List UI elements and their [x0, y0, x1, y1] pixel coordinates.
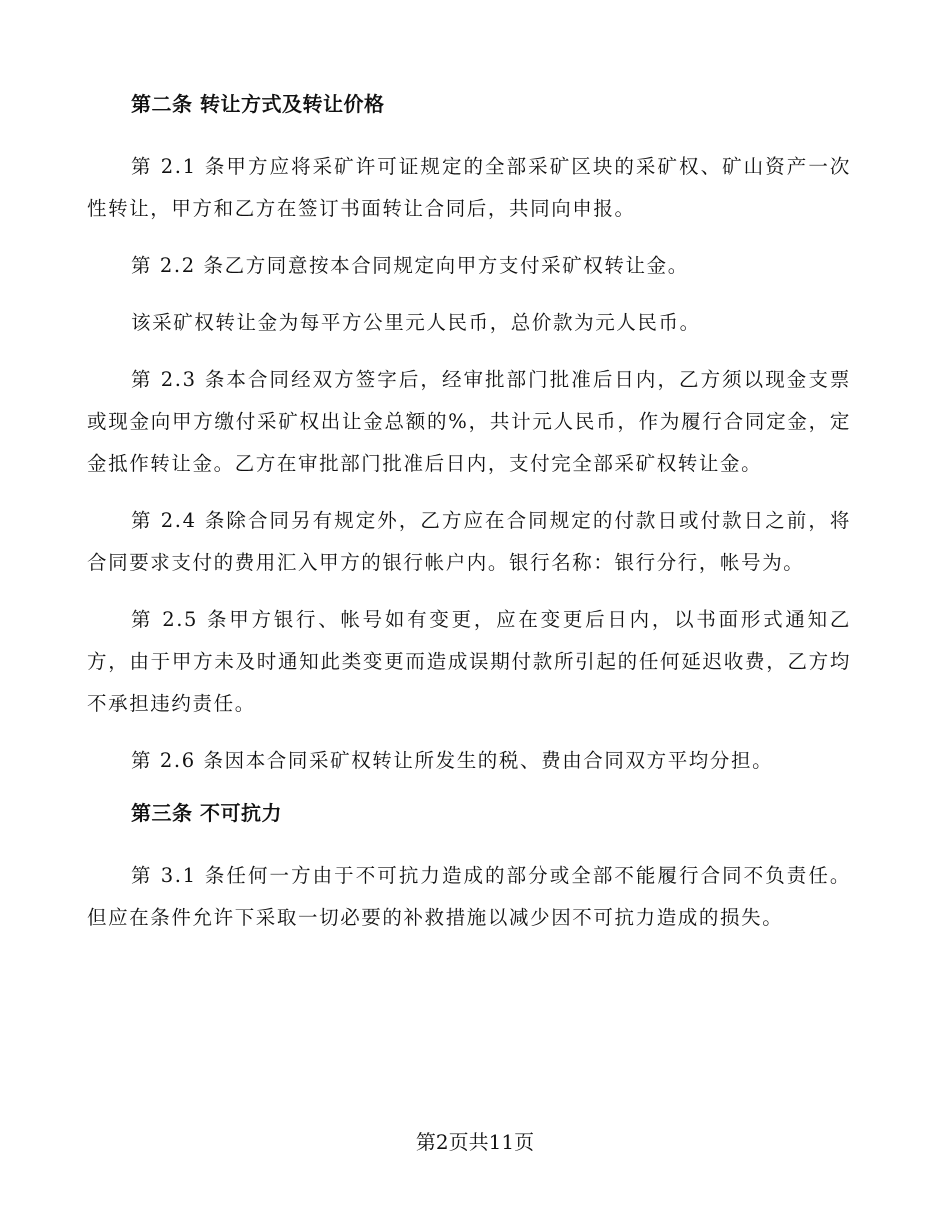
paragraph-2-4: 第 2.4 条除合同另有规定外，乙方应在合同规定的付款日或付款日之前，将合同要求支付的费用汇入甲方的银行帐户内。银行名称：银行分行，帐号为。: [87, 509, 851, 574]
page-number-footer: 第2页共11页: [415, 1130, 535, 1154]
paragraph-2-6: 第 2.6 条因本合同采矿权转让所发生的税、费由合同双方平均分担。: [131, 749, 774, 772]
section-heading-article-2: 第二条 转让方式及转让价格: [131, 92, 385, 116]
paragraph-2-1: 第 2.1 条甲方应将采矿许可证规定的全部采矿区块的采矿权、矿山资产一次性转让，甲方和乙方在签订书面转让合同后，共同向申报。: [87, 155, 851, 220]
paragraph-3-1: 第 3.1 条任何一方由于不可抗力造成的部分或全部不能履行合同不负责任。但应在条件允许下采取一切必要的补救措施以减少因不可抗力造成的损失。: [87, 864, 851, 929]
paragraph-2-5: 第 2.5 条甲方银行、帐号如有变更，应在变更后日内，以书面形式通知乙方，由于甲方未及时通知此类变更而造成误期付款所引起的任何延迟收费，乙方均不承担违约责任。: [87, 608, 851, 715]
section-heading-article-3: 第三条 不可抗力: [131, 801, 282, 825]
paragraph-2-2: 第 2.2 条乙方同意按本合同规定向甲方支付采矿权转让金。: [131, 254, 689, 277]
paragraph-2-3: 第 2.3 条本合同经双方签字后，经审批部门批准后日内，乙方须以现金支票或现金向甲方缴付采矿权出让金总额的%，共计元人民币，作为履行合同定金，定金抵作转让金。乙方在审批部门批准后日内，支付完全部采矿权转让金。: [87, 368, 851, 475]
paragraph-transfer-fee: 该采矿权转让金为每平方公里元人民币，总价款为元人民币。: [131, 311, 701, 334]
document-body: [87, 88, 851, 954]
